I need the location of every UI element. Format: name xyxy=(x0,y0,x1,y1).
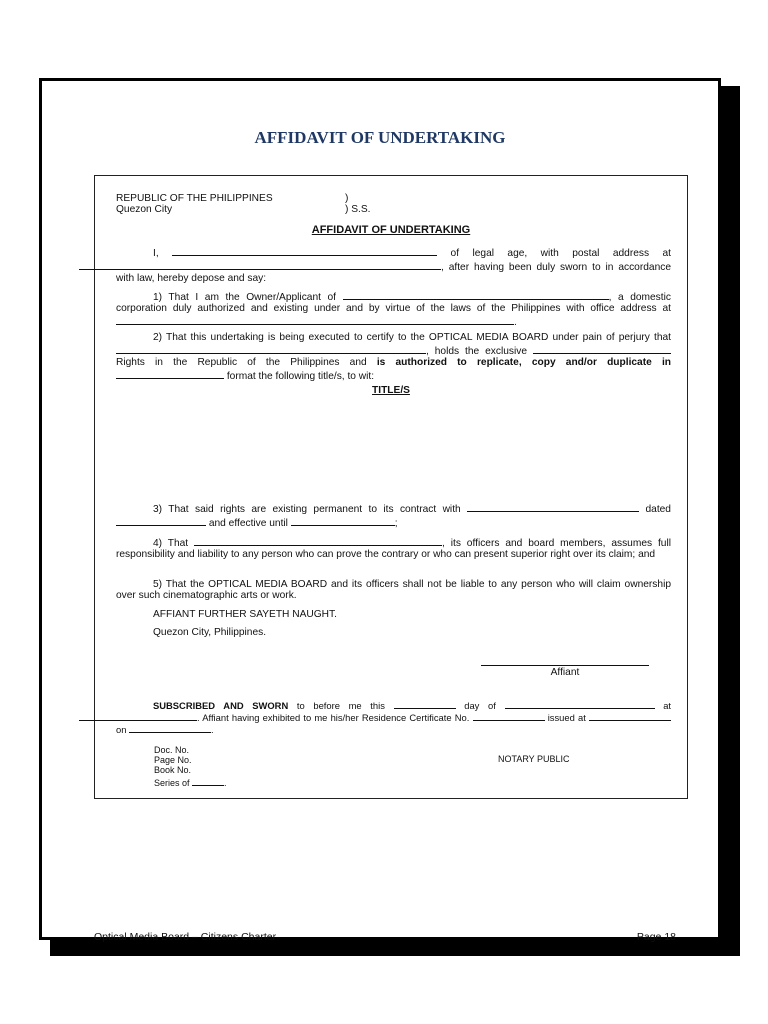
venue-city: Quezon City ) S.S. xyxy=(116,203,371,215)
venue-block xyxy=(116,193,371,216)
affiant-label: Affiant xyxy=(550,667,580,678)
series-blank[interactable] xyxy=(192,776,224,786)
jurat-place-blank[interactable] xyxy=(79,711,197,721)
paragraph-4: 4) That , its officers and board members, assumes full responsibility and liability to any person who can prove the contrary or who can present superior right over its claim; and xyxy=(116,538,671,560)
place-line: Quezon City, Philippines. xyxy=(153,627,267,638)
jurat-month-blank[interactable] xyxy=(505,699,655,709)
affidavit-form xyxy=(94,175,688,799)
issued-at-blank[interactable] xyxy=(589,711,671,721)
intro-paragraph: I, of legal age, with postal address at , after having been duly sworn to in accordance with law, hereby depose and say: xyxy=(116,246,671,285)
contract-blank[interactable] xyxy=(467,502,639,512)
office-address-blank[interactable] xyxy=(116,315,514,325)
residence-cert-blank[interactable] xyxy=(473,711,545,721)
notary-public-label: NOTARY PUBLIC xyxy=(498,754,570,764)
issued-on-blank[interactable] xyxy=(129,723,211,733)
address-blank[interactable] xyxy=(79,260,441,270)
titles-label: TITLE/S xyxy=(372,385,410,396)
paragraph-3: 3) That said rights are existing permanent to its contract with dated and effective until ; xyxy=(116,502,671,530)
sayeth-naught: AFFIANT FURTHER SAYETH NAUGHT. xyxy=(153,609,337,620)
company-blank[interactable] xyxy=(194,536,442,546)
owner-blank[interactable] xyxy=(343,290,609,300)
form-title: AFFIDAVIT OF UNDERTAKING xyxy=(311,224,471,236)
page-heading: AFFIDAVIT OF UNDERTAKING xyxy=(254,128,506,147)
name-blank[interactable] xyxy=(172,246,437,256)
venue-republic: REPUBLIC OF THE PHILIPPINES ) xyxy=(116,193,349,204)
dated-blank[interactable] xyxy=(116,516,206,526)
footer-title: Optical Media Board – Citizens Charter xyxy=(94,931,277,943)
paragraph-2: 2) That this undertaking is being executed to certify to the OPTICAL MEDIA BOARD under pain of perjury that , holds the exclusive Rights in the Republic of the Philippines and is authorized to replicate, copy and/or duplicate in format the following title/s, to wit: xyxy=(116,332,671,382)
docket-block xyxy=(154,746,227,789)
format-blank[interactable] xyxy=(116,369,224,379)
affiant-signature-line[interactable] xyxy=(481,665,649,666)
book-no: Book No. xyxy=(154,764,192,775)
perjury-blank[interactable] xyxy=(116,344,426,354)
paragraph-5: 5) That the OPTICAL MEDIA BOARD and its officers shall not be liable to any person who will claim ownership over such cinematographic arts or work. xyxy=(116,579,671,601)
effective-until-blank[interactable] xyxy=(291,516,395,526)
page-no: Page No. xyxy=(154,754,192,765)
document-page xyxy=(39,78,721,943)
doc-no: Doc. No. xyxy=(154,745,190,755)
jurat-day-blank[interactable] xyxy=(394,699,456,709)
footer-page-number: Page 18 xyxy=(636,931,676,943)
paragraph-1: 1) That I am the Owner/Applicant of , a domestic corporation duly authorized and existing under and by virtue of the laws of the Philippines with office address at . xyxy=(116,292,671,328)
rights-blank[interactable] xyxy=(533,344,671,354)
series-of: Series of . xyxy=(154,777,227,788)
jurat-paragraph: SUBSCRIBED AND SWORN to before me this day of at . Affiant having exhibited to me his/her Residence Certificate No. issued at on . xyxy=(116,699,671,735)
